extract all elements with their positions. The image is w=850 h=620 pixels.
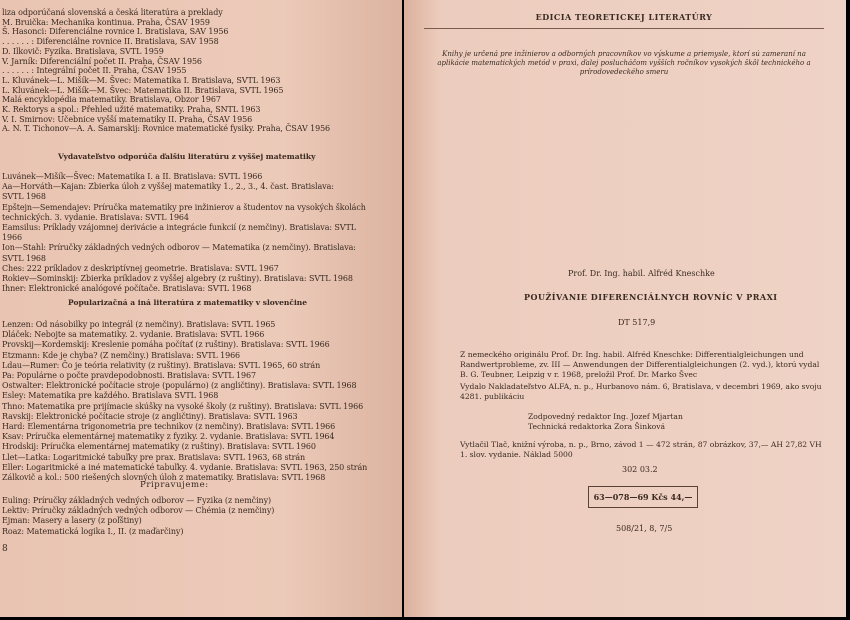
heading-upcoming: Pripravujeme: xyxy=(140,480,209,490)
text-line: Ldau—Rumer: Čo je teória relativity (z ruštiny). Bratislava: SVTL 1965, 60 strán xyxy=(2,360,321,370)
text-line: Aa—Horváth—Kajan: Zbierka úloh z vyššej matematiky 1., 2., 3., 4. čast. Bratislava: xyxy=(2,182,334,192)
text-line: Lenzen: Od násobilky po integrál (z nemčiny). Bratislava: SVTL 1965 xyxy=(2,320,276,329)
text-line: Epštejn—Semendajev: Príručka matematiky pre inžinierov a študentov na vysokých školách xyxy=(2,202,366,212)
series-description: Knihy je určená pre inžinierov a odborných pracovníkov vo výskume a priemysle, ktorí sú zameraní na aplikácie matematických metód v praxi, ďalej poslucháčom vyšších ročníkov vysokých škôl technického a prírodovedeckého smeru xyxy=(437,50,811,76)
text-line: Lektiv: Príručky základných vedných odborov — Chémia (z nemčiny) xyxy=(2,506,275,516)
dt-code: DT 517,9 xyxy=(618,318,656,327)
text-line: Ejman: Masery a lasery (z poľštiny) xyxy=(2,516,142,526)
text-line: Esley: Matematika pre každého. Bratislava SVTL 1968 xyxy=(2,391,219,401)
text-line: Ihner: Elektronické analógové počítače. Bratislava: SVTL 1968 xyxy=(2,284,252,294)
text-line: K. Rektorys a spol.: Přehled užité matematiky. Praha, SNTL 1963 xyxy=(2,105,261,114)
text-line: Llet—Latka: Logaritmické tabuľky pre prax. Bratislava: SVTL 1963, 68 strán xyxy=(2,452,306,462)
text-line: Randwertprobleme, zv. III — Anwendungen der Differentialgleichungen (2. vyd.), ktorú vydal xyxy=(460,360,820,369)
catalog-code: 302 03.2 xyxy=(622,465,658,474)
book-author: Prof. Dr. Ing. habil. Alfréd Kneschke xyxy=(568,269,715,278)
text-line: Zodpovedný redaktor Ing. Jozef Mjartan xyxy=(528,412,683,421)
text-line: 4281. publikáciu xyxy=(460,392,525,401)
text-line: D. Ilkovič: Fyzika. Bratislava, SVTL 1959 xyxy=(2,46,164,56)
text-line: Technická redaktorka Zora Šinková xyxy=(528,422,666,431)
text-line: technických. 3. vydanie. Bratislava: SVTL 1964 xyxy=(2,212,189,222)
text-line: Roaz: Matematická logika I., II. (z maďarčiny) xyxy=(2,526,184,536)
text-line: Zálkovič a kol.: 500 riešených slovných úloh z matematiky. Bratislava: SVTL 1968 xyxy=(2,473,326,482)
text-line: V. I. Smirnov: Učebnice vyšší matematiky II. Praha, ČSAV 1956 xyxy=(2,114,253,124)
text-line: Ravskij: Elektronické počítacie stroje (z angličtiny). Bratislava: SVTL 1963 xyxy=(2,411,298,421)
heading-further-literature: Vydavateľstvo odporúča ďalšiu literatúru z vyššej matematiky xyxy=(58,152,316,161)
text-line: Z nemeckého originálu Prof. Dr. Ing. habil. Alfréd Kneschke: Differentialgleichungen und xyxy=(460,350,804,359)
text-line: Ches: 222 príkladov z deskriptívnej geometrie. Bratislava: SVTL 1967 xyxy=(2,263,279,273)
text-line: A. N. T. Tichonov—A. A. Samarskij: Rovnice matematické fysiky. Praha, ČSAV 1956 xyxy=(2,124,331,134)
left-page xyxy=(0,0,402,617)
text-line: SVTL 1968 xyxy=(2,192,46,202)
heading-popular-literature: Popularizačná a iná literatúra z matematiky v slovenčine xyxy=(68,298,308,307)
text-line: L. Kluvánek—L. Mišík—M. Švec: Matematika I. Bratislava, SVTL 1963 xyxy=(2,75,281,85)
text-line: Hrodskij: Príručka elementárnej matematiky (z ruštiny). Bratislava: SVTL 1960 xyxy=(2,442,316,452)
series-divider xyxy=(424,28,824,29)
text-line: Eller: Logaritmické a iné matematické tabuľky. 4. vydanie. Bratislava: SVTL 1963, 250 strán xyxy=(2,462,368,472)
text-line: . . . . . . : Integrální počet II. Praha, ČSAV 1955 xyxy=(2,66,187,76)
book-title: POUŽÍVANIE DIFERENCIÁLNYCH ROVNÍC V PRAXI xyxy=(524,292,778,302)
page-number: 8 xyxy=(2,544,8,554)
text-line: Euling: Príručky základných vedných odborov — Fyzika (z nemčiny) xyxy=(2,496,272,505)
text-line: SVTL 1968 xyxy=(2,253,46,263)
text-line: Rokiev—Sominskij: Zbierka príkladov z vyššej algebry (z ruštiny). Bratislava: SVTL 1968 xyxy=(2,274,353,283)
text-line: Vytlačil Tlač, knižní výroba, n. p., Brno, závod 1 — 472 strán, 87 obrázkov, 37,— AH 27,82 VH xyxy=(460,440,822,449)
text-line: Dláček: Nebojte sa matematiky. 2. vydanie. Bratislava: SVTL 1966 xyxy=(2,330,265,340)
text-line: B. G. Teubner, Leipzig v r. 1968, preložil Prof. Dr. Marko Švec xyxy=(460,370,698,379)
price-box xyxy=(588,486,698,508)
text-line: L. Kluvánek—L. Mišík—M. Švec: Matematika II. Bratislava, SVTL 1965 xyxy=(2,85,284,95)
text-line: Etzmann: Kde je chyba? (Z nemčiny.) Bratislava: SVTL 1966 xyxy=(2,350,241,360)
text-line: liza odporúčaná slovenská a česká literatúra a preklady xyxy=(2,8,223,17)
text-line: Ion—Stahl: Príručky základných vedných odborov — Matematika (z nemčiny). Bratislava: xyxy=(2,243,356,253)
text-line: 1966 xyxy=(2,233,22,243)
text-line: Provskij—Kordemskij: Kreslenie pomáha počítať (z ruštiny). Bratislava: SVTL 1966 xyxy=(2,340,330,350)
text-line: Eamsilus: Príklady vzájomnej derivácie a integrácie funkcií (z nemčiny). Bratislava: SVTL xyxy=(2,223,356,232)
text-line: Malá encyklopédia matematiky. Bratislava, Obzor 1967 xyxy=(2,95,221,105)
text-line: Š. Hasonci: Diferenciálne rovnice I. Bratislava, SAV 1956 xyxy=(2,27,229,37)
right-page xyxy=(404,0,846,617)
text-line: Luvánek—Mišík—Švec: Matematika I. a II. Bratislava: SVTL 1966 xyxy=(2,172,263,181)
text-line: . . . . . . : Diferenciálne rovnice II. Bratislava, SAV 1958 xyxy=(2,37,219,47)
text-line: Ksav: Príručka elementárnej matematiky z fyziky. 2. vydanie. Bratislava: SVTL 1964 xyxy=(2,432,335,442)
text-line: 1. slov. vydanie. Náklad 5000 xyxy=(460,450,573,459)
text-line: Hard: Elementárna trigonometria pre technikov (z nemčiny). Bratislava: SVTL 1966 xyxy=(2,422,336,431)
price-text: 63—078—69 Kčs 44,— xyxy=(593,492,693,502)
footer-code: 508/21, 8, 7/5 xyxy=(616,524,673,533)
text-line: M. Bruička: Mechanika kontinua. Praha, ČSAV 1959 xyxy=(2,17,210,27)
text-line: Pa: Populárne o počte pravdepodobnosti. Bratislava: SVTL 1967 xyxy=(2,371,256,380)
text-line: Ostwalter: Elektronické počítacie stroje (populárno) (z angličtiny). Bratislava: SVTL 1968 xyxy=(2,381,357,391)
text-line: V. Jarník: Diferenciální počet II. Praha, ČSAV 1956 xyxy=(2,56,202,66)
series-title: EDICIA TEORETICKEJ LITERATÚRY xyxy=(535,12,713,22)
text-line: Thno: Matematika pre prijímacie skúšky na vysoké školy (z ruštiny). Bratislava: SVTL 1966 xyxy=(2,401,364,411)
text-line: Vydalo Nakladateľstvo ALFA, n. p., Hurbanovo nám. 6, Bratislava, v decembri 1969, ako svoju xyxy=(460,382,822,391)
